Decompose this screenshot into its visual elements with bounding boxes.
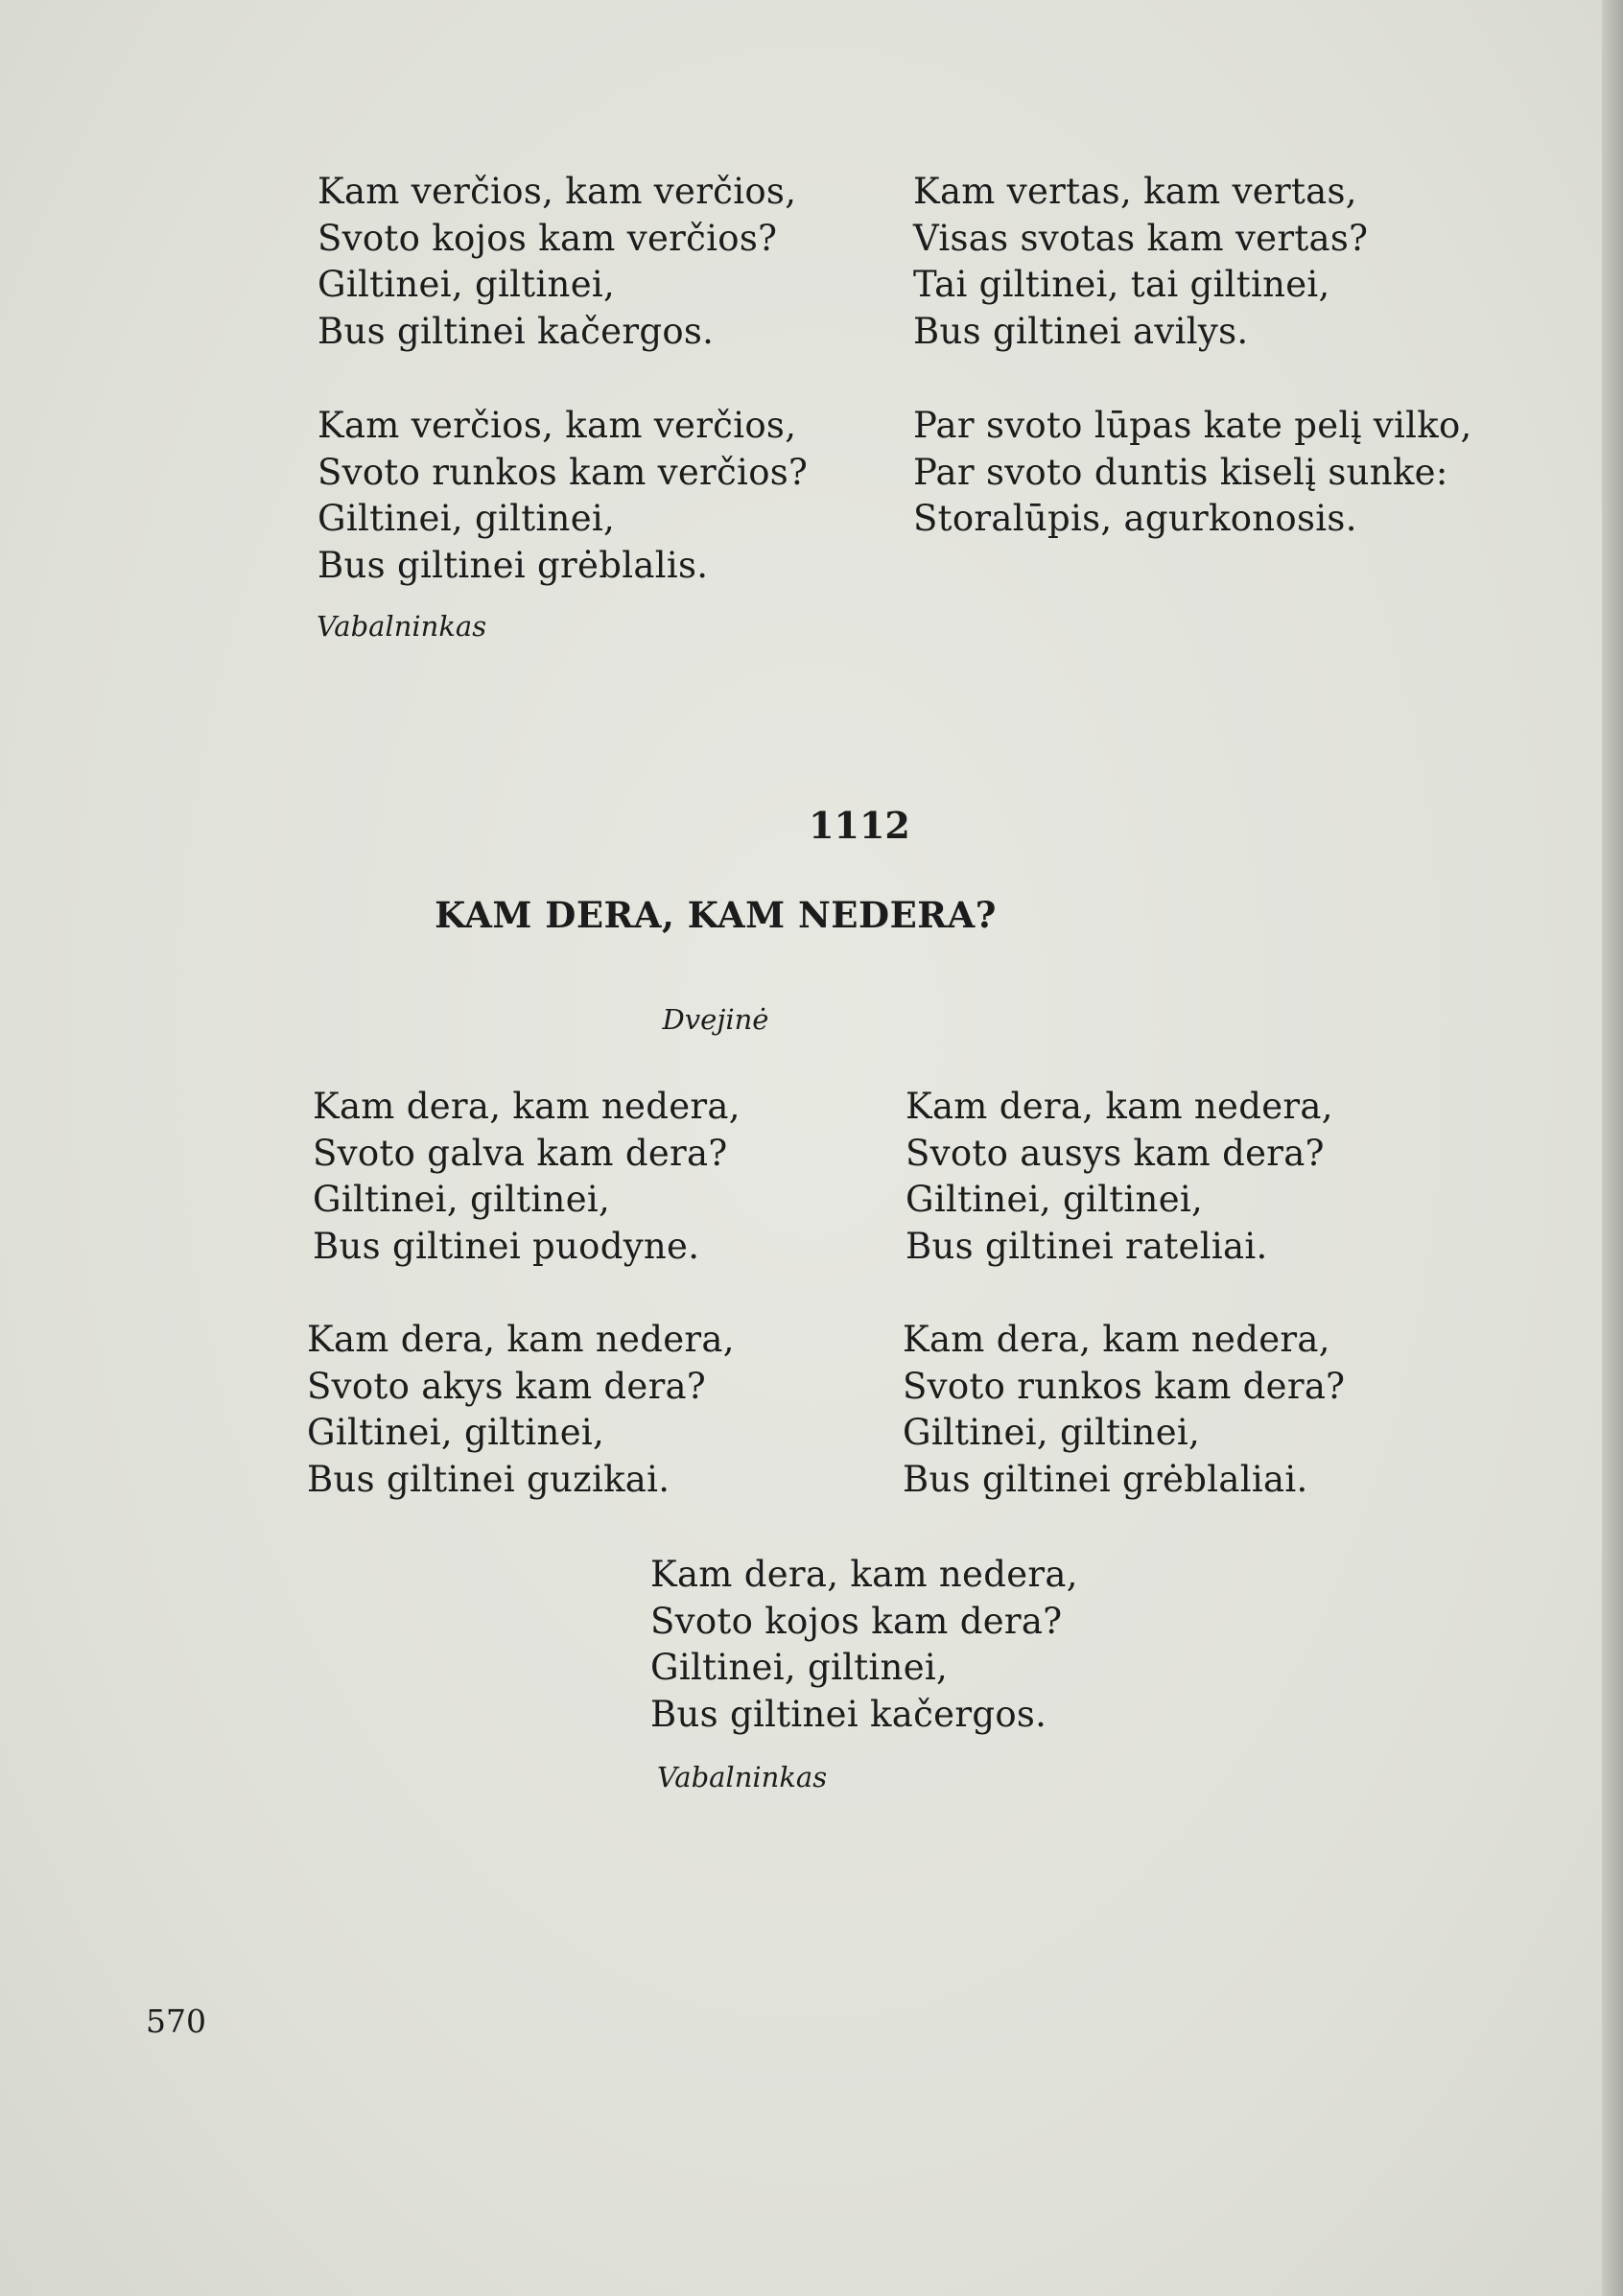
song-stanza-5	[650, 1552, 1078, 1738]
verse-line: Par svoto duntis kiselį sunke:	[913, 451, 1448, 493]
verse-line: Kam vertas, kam vertas,	[913, 171, 1357, 212]
top-stanza-3	[318, 403, 808, 589]
song-stanza-3	[307, 1317, 735, 1503]
verse-line: Giltinei, giltinei,	[318, 264, 616, 305]
verse-line: Giltinei, giltinei,	[906, 1179, 1204, 1220]
verse-line: Visas svotas kam vertas?	[913, 217, 1369, 259]
verse-line: Bus giltinei rateliai.	[906, 1225, 1268, 1267]
verse-line: Kam dera, kam nedera,	[903, 1319, 1330, 1360]
verse-line: Svoto akys kam dera?	[307, 1365, 707, 1407]
verse-line: Par svoto lūpas kate pelį vilko,	[913, 405, 1472, 446]
top-stanza-2	[913, 169, 1368, 355]
verse-line: Storalūpis, agurkonosis.	[913, 498, 1357, 539]
verse-line: Svoto runkos kam dera?	[903, 1365, 1346, 1407]
verse-line: Kam dera, kam nedera,	[650, 1554, 1078, 1595]
song-stanza-1	[313, 1084, 741, 1270]
verse-line: Tai giltinei, tai giltinei,	[913, 264, 1330, 305]
verse-line: Bus giltinei grėblalis.	[318, 544, 709, 586]
verse-line: Kam dera, kam nedera,	[313, 1086, 741, 1127]
verse-line: Giltinei, giltinei,	[318, 498, 616, 539]
song-stanza-2	[906, 1084, 1333, 1270]
top-place-name: Vabalninkas	[317, 610, 487, 643]
verse-line: Kam verčios, kam verčios,	[318, 171, 797, 212]
verse-line: Giltinei, giltinei,	[650, 1647, 949, 1688]
verse-line: Bus giltinei avilys.	[913, 310, 1249, 352]
verse-line: Bus giltinei grėblaliai.	[903, 1458, 1308, 1500]
verse-line: Bus giltinei kačergos.	[318, 310, 715, 352]
verse-line: Svoto ausys kam dera?	[906, 1132, 1325, 1174]
verse-line: Kam dera, kam nedera,	[906, 1086, 1333, 1127]
song-place-name: Vabalninkas	[657, 1761, 828, 1793]
page-number: 570	[146, 2003, 206, 2040]
verse-line: Svoto kojos kam dera?	[650, 1600, 1063, 1642]
song-type: Dvejinė	[662, 1003, 769, 1036]
verse-line: Bus giltinei puodyne.	[313, 1225, 700, 1267]
top-stanza-1	[318, 169, 796, 355]
verse-line: Giltinei, giltinei,	[313, 1179, 611, 1220]
verse-line: Bus giltinei kačergos.	[650, 1693, 1047, 1735]
verse-line: Kam verčios, kam verčios,	[318, 405, 797, 446]
song-title: KAM DERA, KAM NEDERA?	[435, 894, 997, 936]
verse-line: Svoto runkos kam verčios?	[318, 451, 809, 493]
verse-line: Bus giltinei guzikai.	[307, 1458, 670, 1500]
verse-line: Kam dera, kam nedera,	[307, 1319, 735, 1360]
verse-line: Svoto galva kam dera?	[313, 1132, 728, 1174]
verse-line: Giltinei, giltinei,	[307, 1412, 605, 1453]
song-number: 1112	[809, 804, 910, 847]
verse-line: Svoto kojos kam verčios?	[318, 217, 778, 259]
page-edge-shadow	[1602, 0, 1623, 2296]
verse-line: Giltinei, giltinei,	[903, 1412, 1201, 1453]
song-stanza-4	[903, 1317, 1345, 1503]
top-stanza-4	[913, 403, 1472, 543]
